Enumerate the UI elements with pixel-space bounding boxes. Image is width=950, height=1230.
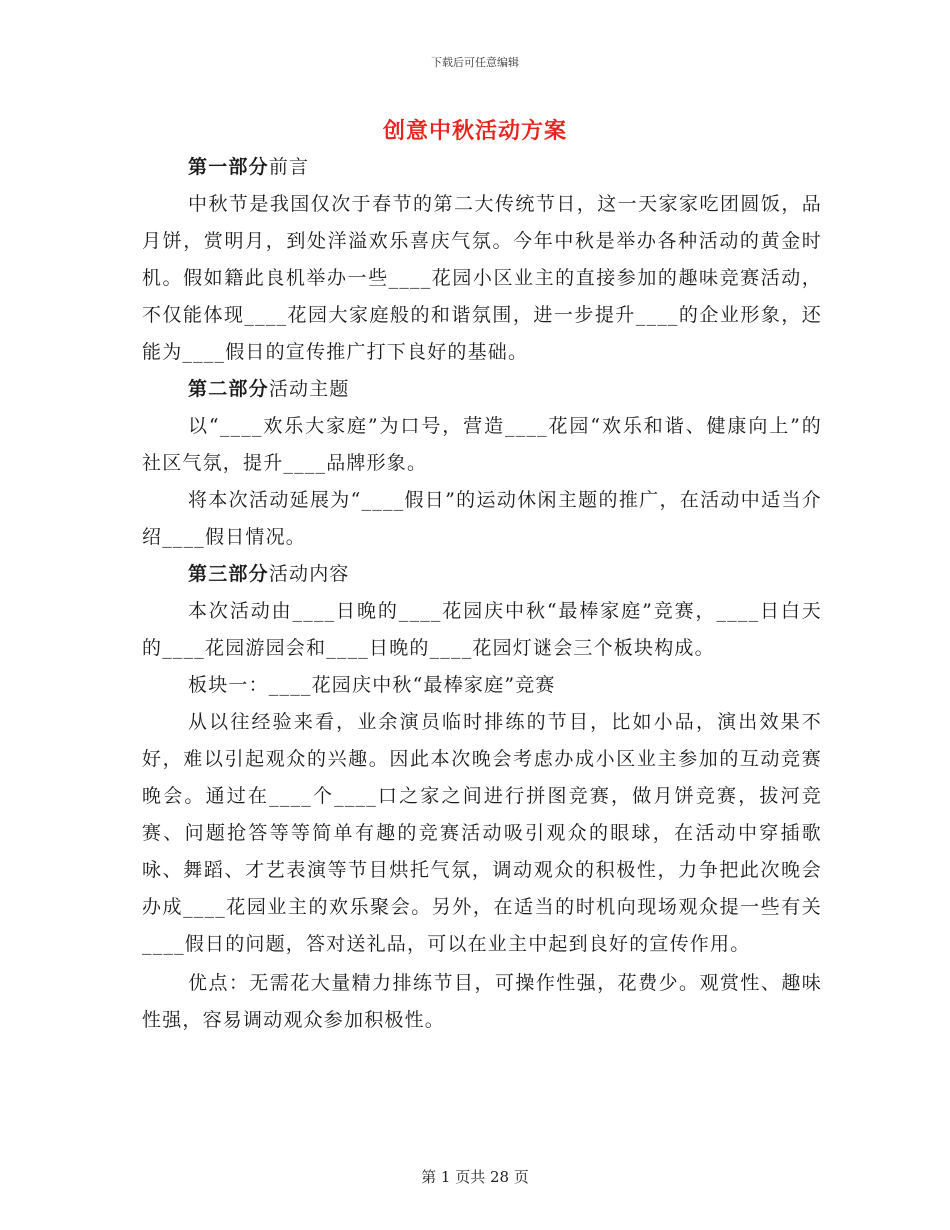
paragraph-content-overview: 本次活动由____日晚的____花园庆中秋“最棒家庭”竞赛，____日白天的____花园游园会和____日晚的____花园灯谜会三个板块构成。 bbox=[142, 600, 822, 659]
paragraph-theme: 以“____欢乐大家庭”为口号，营造____花园“欢乐和谐、健康向上”的社区气氛，提升____品牌形象。 bbox=[142, 415, 822, 474]
paragraph-block-one-title: 板块一：____花园庆中秋“最棒家庭”竞赛 bbox=[188, 674, 556, 696]
paragraph-advantages: 优点：无需花大量精力排练节目，可操作性强，花费少。观赏性、趣味性强，容易调动观众参加积极性。 bbox=[142, 972, 822, 1031]
paragraph-intro: 中秋节是我国仅次于春节的第二大传统节日，这一天家家吃团圆饭，品月饼，赏明月，到处洋溢欢乐喜庆气氛。今年中秋是举办各种活动的黄金时机。假如籍此良机举办一些____花园小区业主的直接参加的趣味竞赛活动，不仅能体现____花园大家庭般的和谐氛围，进一步提升____的企业形象，还能为____假日的宣传推广打下良好的基础。 bbox=[142, 193, 822, 363]
page-footer: 第 1 页共 28 页 bbox=[421, 1168, 529, 1186]
paragraph-block-one-detail: 从以往经验来看，业余演员临时排练的节目，比如小品，演出效果不好，难以引起观众的兴趣。因此本次晚会考虑办成小区业主参加的互动竞赛晚会。通过在____个____口之家之间进行拼图竞赛，做月饼竞赛，拔河竞赛、问题抢答等等简单有趣的竞赛活动吸引观众的眼球，在活动中穿插歌咏、舞蹈、才艺表演等节目烘托气氛，调动观众的积极性，力争把此次晚会办成____花园业主的欢乐聚会。另外，在适当的时机向现场观众提一些有关____假日的问题，答对送礼品，可以在业主中起到良好的宣传作用。 bbox=[142, 711, 822, 955]
section-heading-2 bbox=[142, 371, 822, 408]
section-heading-3-text: 活动内容 bbox=[268, 563, 350, 585]
document-title: 创意中秋活动方案 bbox=[382, 118, 567, 144]
section-heading-3 bbox=[142, 556, 822, 593]
document-body bbox=[142, 149, 822, 1039]
section-heading-1-label: 第一部分 bbox=[188, 156, 269, 178]
page-header: 下载后可任意编辑 bbox=[431, 56, 519, 69]
paragraph-theme-extension: 将本次活动延展为“____假日”的运动休闲主题的推广，在活动中适当介绍____假日情况。 bbox=[142, 489, 822, 548]
section-heading-3-label: 第三部分 bbox=[188, 563, 269, 585]
section-heading-2-text: 活动主题 bbox=[268, 378, 350, 400]
section-heading-1-text: 前言 bbox=[268, 156, 310, 178]
section-heading-2-label: 第二部分 bbox=[188, 378, 269, 400]
section-heading-1 bbox=[142, 149, 822, 186]
